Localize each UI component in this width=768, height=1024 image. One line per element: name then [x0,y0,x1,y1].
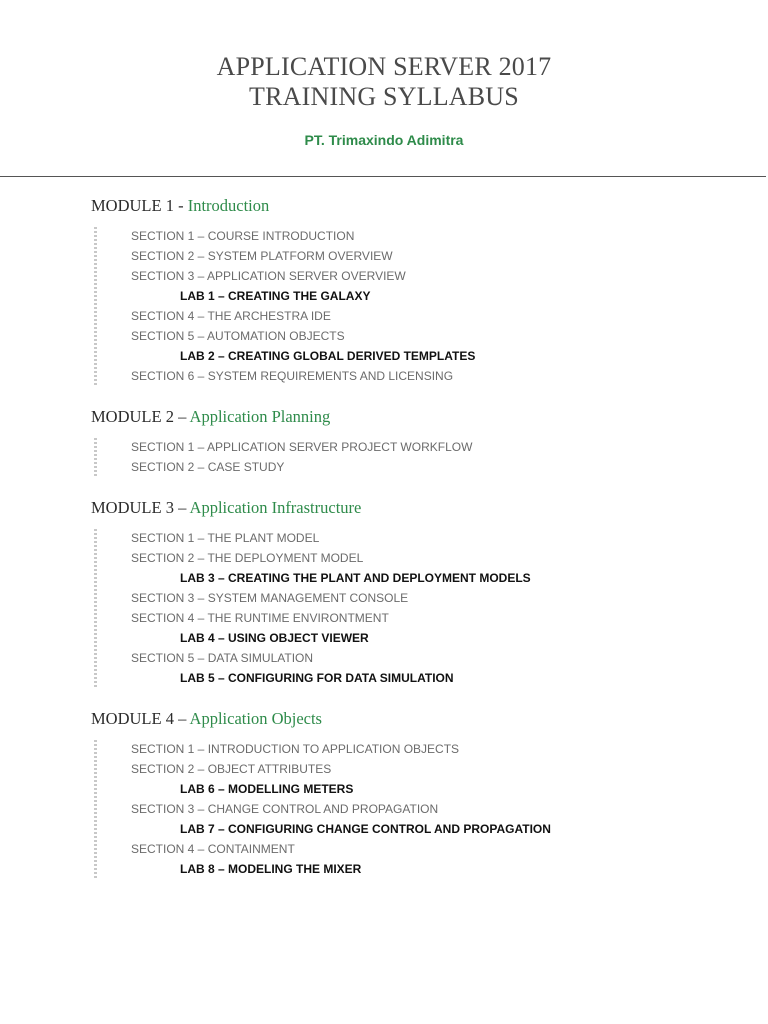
module-block [91,495,751,688]
module-block [91,404,751,477]
lab-item: LAB 5 – CONFIGURING FOR DATA SIMULATION [180,671,454,685]
lab-item: LAB 7 – CONFIGURING CHANGE CONTROL AND PROPAGATION [180,822,551,836]
module-item-list [91,739,751,879]
module-heading [91,495,751,521]
lab-item: LAB 1 – CREATING THE GALAXY [180,289,371,303]
module-number: MODULE 1 [91,196,174,215]
document-title-line-2: TRAINING SYLLABUS [249,82,519,111]
section-item: SECTION 6 – SYSTEM REQUIREMENTS AND LICENSING [131,369,454,383]
module-title: Introduction [187,196,270,215]
section-item: SECTION 2 – OBJECT ATTRIBUTES [131,762,332,776]
header-divider [0,176,766,177]
section-item: SECTION 5 – DATA SIMULATION [131,651,314,665]
module-heading [91,193,751,219]
module-separator: – [173,709,190,728]
module-title: Application Objects [189,709,322,728]
lab-item: LAB 2 – CREATING GLOBAL DERIVED TEMPLATES [180,349,476,363]
section-item: SECTION 1 – INTRODUCTION TO APPLICATION OBJECTS [131,742,460,756]
section-item: SECTION 1 – COURSE INTRODUCTION [131,229,355,243]
module-separator: – [173,407,190,426]
section-item: SECTION 2 – THE DEPLOYMENT MODEL [131,551,364,565]
module-number: MODULE 3 [91,498,174,517]
module-block [91,706,751,879]
module-number: MODULE 4 [91,709,174,728]
module-item-list [91,437,751,477]
module-heading [91,706,751,732]
module-item-list [91,226,751,386]
section-item: SECTION 5 – AUTOMATION OBJECTS [131,329,345,343]
module-item-list [91,528,751,688]
section-item: SECTION 4 – CONTAINMENT [131,842,295,856]
lab-item: LAB 8 – MODELING THE MIXER [180,862,362,876]
section-item: SECTION 1 – APPLICATION SERVER PROJECT WORKFLOW [131,440,473,454]
section-item: SECTION 1 – THE PLANT MODEL [131,531,320,545]
section-item: SECTION 3 – APPLICATION SERVER OVERVIEW [131,269,406,283]
module-title: Application Planning [189,407,331,426]
section-item: SECTION 4 – THE RUNTIME ENVIRONTMENT [131,611,389,625]
module-heading [91,404,751,430]
section-item: SECTION 2 – CASE STUDY [131,460,285,474]
module-title: Application Infrastructure [189,498,362,517]
section-item: SECTION 3 – SYSTEM MANAGEMENT CONSOLE [131,591,409,605]
document-title-line-1: APPLICATION SERVER 2017 [216,52,552,81]
lab-item: LAB 6 – MODELLING METERS [180,782,354,796]
section-item: SECTION 3 – CHANGE CONTROL AND PROPAGATION [131,802,439,816]
module-block [91,193,751,386]
module-number: MODULE 2 [91,407,174,426]
module-separator: - [173,196,188,215]
lab-item: LAB 4 – USING OBJECT VIEWER [180,631,369,645]
document-header [0,52,768,148]
module-list [91,193,751,897]
section-item: SECTION 4 – THE ARCHESTRA IDE [131,309,331,323]
section-item: SECTION 2 – SYSTEM PLATFORM OVERVIEW [131,249,393,263]
module-separator: – [173,498,190,517]
company-name: PT. Trimaxindo Adimitra [304,132,464,148]
lab-item: LAB 3 – CREATING THE PLANT AND DEPLOYMENT MODELS [180,571,531,585]
